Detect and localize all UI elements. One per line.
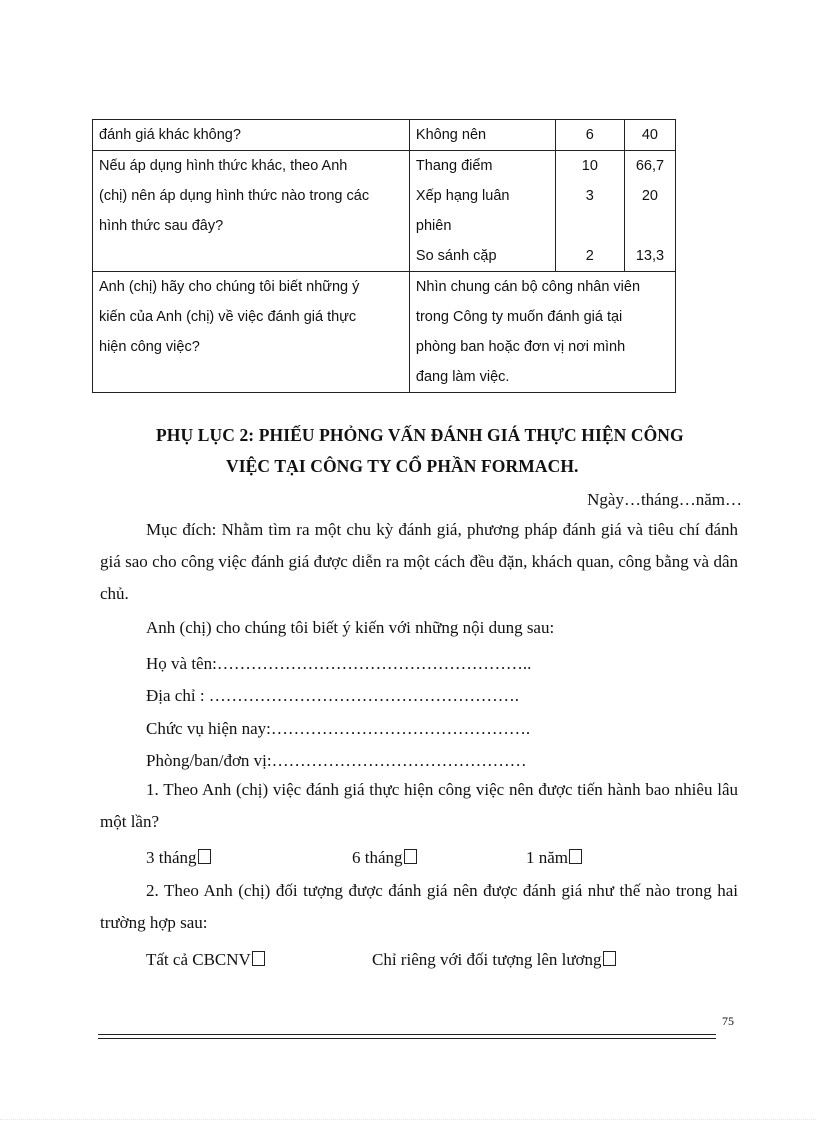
answer-cell: Không nên: [409, 120, 555, 151]
question-cell: Anh (chị) hãy cho chúng tôi biết những ý kiến của Anh (chị) về việc đánh giá thực hiện công việc?: [93, 272, 410, 393]
count-cell: 10 3 2: [555, 151, 624, 272]
question-2: 2. Theo Anh (chị) đối tượng được đánh giá nên được đánh giá như thế nào trong hai trường hợp sau:: [100, 881, 738, 932]
q1-option-6-months[interactable]: 6 tháng: [352, 842, 417, 874]
department-field[interactable]: Phòng/ban/đơn vị:………………………………………: [146, 751, 527, 770]
date-line: Ngày…tháng…năm…: [587, 490, 742, 509]
checkbox-icon[interactable]: [198, 849, 211, 864]
q1-option-1-year[interactable]: 1 năm: [526, 842, 582, 874]
count-cell: 6: [555, 120, 624, 151]
section-heading-line1: PHỤ LỤC 2: PHIẾU PHỎNG VẤN ĐÁNH GIÁ THỰC HIỆN CÔNG: [156, 425, 684, 445]
page-edge: [0, 1119, 816, 1120]
page-number: 75: [722, 1014, 734, 1028]
survey-results-table: [92, 119, 676, 393]
answer-cell: Thang điểm Xếp hạng luân phiên So sánh cặp: [409, 151, 555, 272]
checkbox-icon[interactable]: [603, 951, 616, 966]
percent-cell: 66,7 20 13,3: [624, 151, 675, 272]
table-row: [93, 272, 676, 393]
checkbox-icon[interactable]: [569, 849, 582, 864]
intro-text: Anh (chị) cho chúng tôi biết ý kiến với những nội dung sau:: [146, 618, 555, 637]
q2-option-all-staff[interactable]: Tất cả CBCNV: [146, 944, 265, 976]
footer-divider: [98, 1034, 716, 1035]
question-1: 1. Theo Anh (chị) việc đánh giá thực hiện công việc nên được tiến hành bao nhiêu lâu một lần?: [100, 780, 738, 831]
answer-cell: Nhìn chung cán bộ công nhân viên trong Công ty muốn đánh giá tại phòng ban hoặc đơn vị nơi mình đang làm việc.: [409, 272, 675, 393]
q1-option-3-months[interactable]: 3 tháng: [146, 842, 211, 874]
table-row: [93, 151, 676, 272]
name-field[interactable]: Họ và tên:………………………………………………..: [146, 654, 532, 673]
position-field[interactable]: Chức vụ hiện nay:……………………………………….: [146, 719, 531, 738]
address-field[interactable]: Địa chỉ : ……………………………………………….: [146, 686, 520, 705]
checkbox-icon[interactable]: [252, 951, 265, 966]
checkbox-icon[interactable]: [404, 849, 417, 864]
table-row: [93, 120, 676, 151]
section-heading-line2: VIỆC TẠI CÔNG TY CỔ PHẦN FORMACH.: [226, 456, 579, 476]
footer-divider: [98, 1038, 716, 1039]
percent-cell: 40: [624, 120, 675, 151]
question-cell: Nếu áp dụng hình thức khác, theo Anh (chị) nên áp dụng hình thức nào trong các hình thức sau đây?: [93, 151, 410, 272]
q2-option-salary-raise[interactable]: Chỉ riêng với đối tượng lên lương: [372, 944, 616, 976]
purpose-paragraph: Mục đích: Nhằm tìm ra một chu kỳ đánh giá, phương pháp đánh giá và tiêu chí đánh giá sao cho công việc đánh giá được diễn ra một cách đều đặn, khách quan, công bằng và dân chủ.: [100, 520, 738, 603]
question-cell: đánh giá khác không?: [93, 120, 410, 151]
